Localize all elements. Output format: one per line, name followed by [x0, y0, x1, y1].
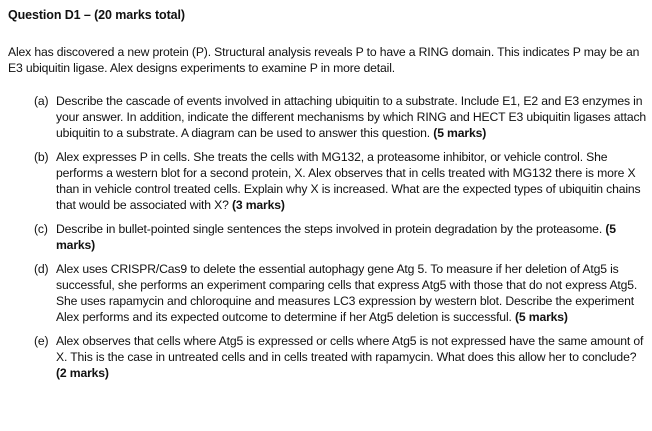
question-part-c	[34, 221, 648, 253]
question-part-a	[34, 93, 648, 141]
question-parts-list	[34, 93, 648, 389]
part-label: (a)	[34, 94, 49, 108]
part-text: Alex expresses P in cells. She treats the cells with MG132, a proteasome inhibitor, or vehicle control. She performs a western blot for a second protein, X. Alex observes that in cells treated with MG132 there is more X than in vehicle control treated cells. Explain why X is increased. What are the expected types of ubiquitin chains that would be associated with X?	[56, 150, 641, 212]
part-marks: (2 marks)	[56, 366, 109, 380]
part-marks: (5 marks)	[433, 126, 487, 140]
part-text: Describe the cascade of events involved in attaching ubiquitin to a substrate. Include E1, E2 and E3 enzymes in your answer. In addition, indicate the different mechanisms by which RING and HECT E3 ubiquitin ligases attach ubiquitin to a substrate. A diagram can be used to answer this question.	[56, 94, 647, 140]
part-marks: (5 marks)	[56, 222, 616, 252]
question-part-d	[34, 261, 648, 325]
part-label: (e)	[34, 334, 49, 348]
question-part-b	[34, 149, 648, 213]
part-marks: (3 marks)	[231, 198, 285, 212]
question-part-e	[34, 333, 648, 381]
part-label: (c)	[34, 222, 48, 236]
part-label: (b)	[34, 150, 49, 164]
part-text: Describe in bullet-pointed single sentences the steps involved in protein degradation by the proteasome.	[56, 222, 603, 236]
part-text: Alex observes that cells where Atg5 is expressed or cells where Atg5 is not expressed have the same amount of X. This is the case in untreated cells and in cells treated with rapamycin. What does this allow her to conclude?	[56, 334, 644, 364]
question-heading: Question D1 – (20 marks total)	[8, 8, 185, 22]
part-text: Alex uses CRISPR/Cas9 to delete the essential autophagy gene Atg 5. To measure if her deletion of Atg5 is successful, she performs an experiment comparing cells that express Atg5 with those that do not express Atg5. She uses rapamycin and chloroquine and measures LC3 expression by western blot. Describe the experiment Alex performs and its expected outcome to determine if her Atg5 deletion is successful.	[56, 262, 638, 324]
part-label: (d)	[34, 262, 49, 276]
part-marks: (5 marks)	[514, 310, 568, 324]
question-intro: Alex has discovered a new protein (P). Structural analysis reveals P to have a RING domain. This indicates P may be an E3 ubiquitin ligase. Alex designs experiments to examine P in more detail.	[8, 45, 640, 75]
